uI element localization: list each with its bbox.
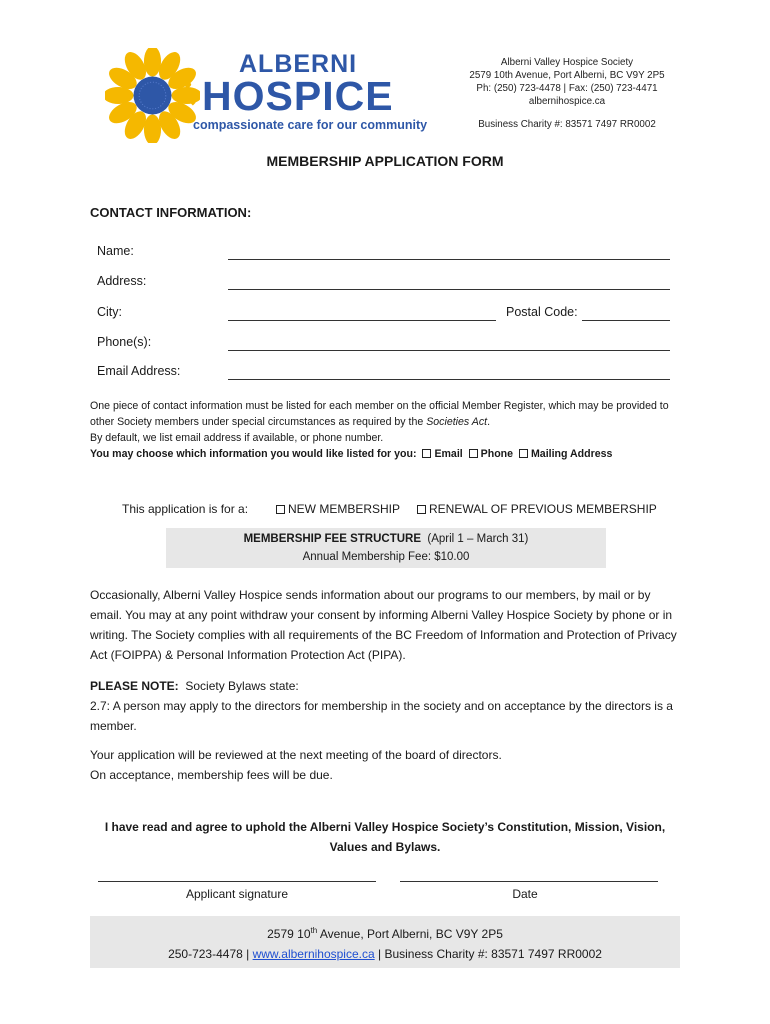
bylaws-text: 2.7: A person may apply to the directors for membership in the society and on acceptance by the directors is a member. xyxy=(90,699,673,733)
notice-period: . xyxy=(487,416,491,428)
applicant-signature-field[interactable] xyxy=(98,870,376,882)
renewal-checkbox[interactable] xyxy=(417,505,426,514)
org-charity-number: Business Charity #: 83571 7497 RR0002 xyxy=(478,119,656,130)
footer-separator: | xyxy=(242,947,253,961)
address-label: Address: xyxy=(97,274,147,288)
notice-text: One piece of contact information must be listed for each member on the official Member Register, which may be provided to other Society members under special circumstances as required by the xyxy=(90,400,669,428)
name-label: Name: xyxy=(97,244,134,258)
name-field[interactable] xyxy=(228,246,670,260)
email-option-checkbox[interactable] xyxy=(422,449,431,458)
new-membership-option xyxy=(273,502,400,516)
notice-default: By default, we list email address if available, or phone number. xyxy=(90,432,384,444)
logo-text-hospice: HOSPICE xyxy=(202,73,394,119)
bylaws-intro: Society Bylaws state: xyxy=(185,679,299,693)
review-note xyxy=(90,745,680,785)
footer-address-end: Avenue, Port Alberni, BC V9Y 2P5 xyxy=(317,927,503,941)
phone-option-checkbox[interactable] xyxy=(469,449,478,458)
new-membership-checkbox[interactable] xyxy=(276,505,285,514)
annual-fee: Annual Membership Fee: $10.00 xyxy=(302,551,470,563)
sunflower-icon xyxy=(105,48,200,143)
logo-tagline: compassionate care for our community xyxy=(193,118,428,132)
fee-heading: MEMBERSHIP FEE STRUCTURE xyxy=(243,533,422,545)
bylaws-note xyxy=(90,676,680,736)
application-type-label: This application is for a: xyxy=(122,502,249,516)
org-name: Alberni Valley Hospice Society xyxy=(500,57,634,68)
fee-structure-box xyxy=(166,528,606,568)
mailing-address-option-label: Mailing Address xyxy=(530,448,613,460)
page-footer xyxy=(90,916,680,968)
mailing-address-option-checkbox[interactable] xyxy=(519,449,528,458)
postal-code-label: Postal Code: xyxy=(506,305,578,319)
renewal-option xyxy=(414,502,657,516)
date-label: Date xyxy=(512,887,538,901)
fee-period: (April 1 – March 31) xyxy=(427,533,529,545)
applicant-signature-label: Applicant signature xyxy=(185,887,289,901)
contact-section-heading: CONTACT INFORMATION: xyxy=(90,205,252,220)
page-header xyxy=(0,0,770,150)
phones-field[interactable] xyxy=(228,337,670,351)
address-field[interactable] xyxy=(228,276,670,290)
phones-label: Phone(s): xyxy=(97,335,152,349)
alberni-hospice-logo xyxy=(105,48,428,143)
footer-address-start: 2579 10 xyxy=(267,927,311,941)
new-membership-label: NEW MEMBERSHIP xyxy=(288,502,401,516)
societies-act: Societies Act xyxy=(426,416,488,428)
date-field[interactable] xyxy=(400,870,658,882)
phone-option-label: Phone xyxy=(480,448,514,460)
agreement-statement: I have read and agree to uphold the Alberni Valley Hospice Society’s Constitution, Mission, Vision, Values and Bylaws. xyxy=(104,820,666,854)
footer-website-link[interactable]: www.albernihospice.ca xyxy=(252,947,375,961)
footer-address-sup: th xyxy=(310,926,318,935)
org-contact-block xyxy=(462,56,672,131)
review-line-1: Your application will be reviewed at the next meeting of the board of directors. xyxy=(90,748,502,762)
footer-separator: | xyxy=(374,947,385,961)
logo-text-alberni: ALBERNI xyxy=(239,50,358,78)
please-note-label: PLEASE NOTE: xyxy=(90,679,179,693)
org-address: 2579 10th Avenue, Port Alberni, BC V9Y 2P5 xyxy=(469,70,665,81)
footer-charity: Business Charity #: 83571 7497 RR0002 xyxy=(384,947,602,961)
page-title: MEMBERSHIP APPLICATION FORM xyxy=(266,153,504,169)
email-field[interactable] xyxy=(228,366,670,380)
footer-address xyxy=(90,921,680,944)
postal-code-field[interactable] xyxy=(582,307,670,321)
email-option-label: Email xyxy=(434,448,463,460)
renewal-label: RENEWAL OF PREVIOUS MEMBERSHIP xyxy=(429,502,657,516)
city-label: City: xyxy=(97,305,122,319)
city-field[interactable] xyxy=(228,307,496,321)
review-line-2: On acceptance, membership fees will be due. xyxy=(90,768,333,782)
org-phone-fax: Ph: (250) 723-4478 | Fax: (250) 723-4471 xyxy=(476,83,658,94)
notice-choose: You may choose which information you would like listed for you: xyxy=(90,448,417,460)
footer-phone: 250-723-4478 xyxy=(168,947,243,961)
contact-notice xyxy=(90,398,690,462)
email-label: Email Address: xyxy=(97,364,181,378)
privacy-paragraph: Occasionally, Alberni Valley Hospice sends information about our programs to our members, by mail or by email. You may at any point withdraw your consent by informing Alberni Valley Hospice Society by phone or in writing. The Society complies with all requirements of the BC Freedom of Information and Protection of Privacy Act (FOIPPA) & Personal Information Protection Act (PIPA). xyxy=(90,588,677,662)
org-website: albernihospice.ca xyxy=(528,96,606,107)
